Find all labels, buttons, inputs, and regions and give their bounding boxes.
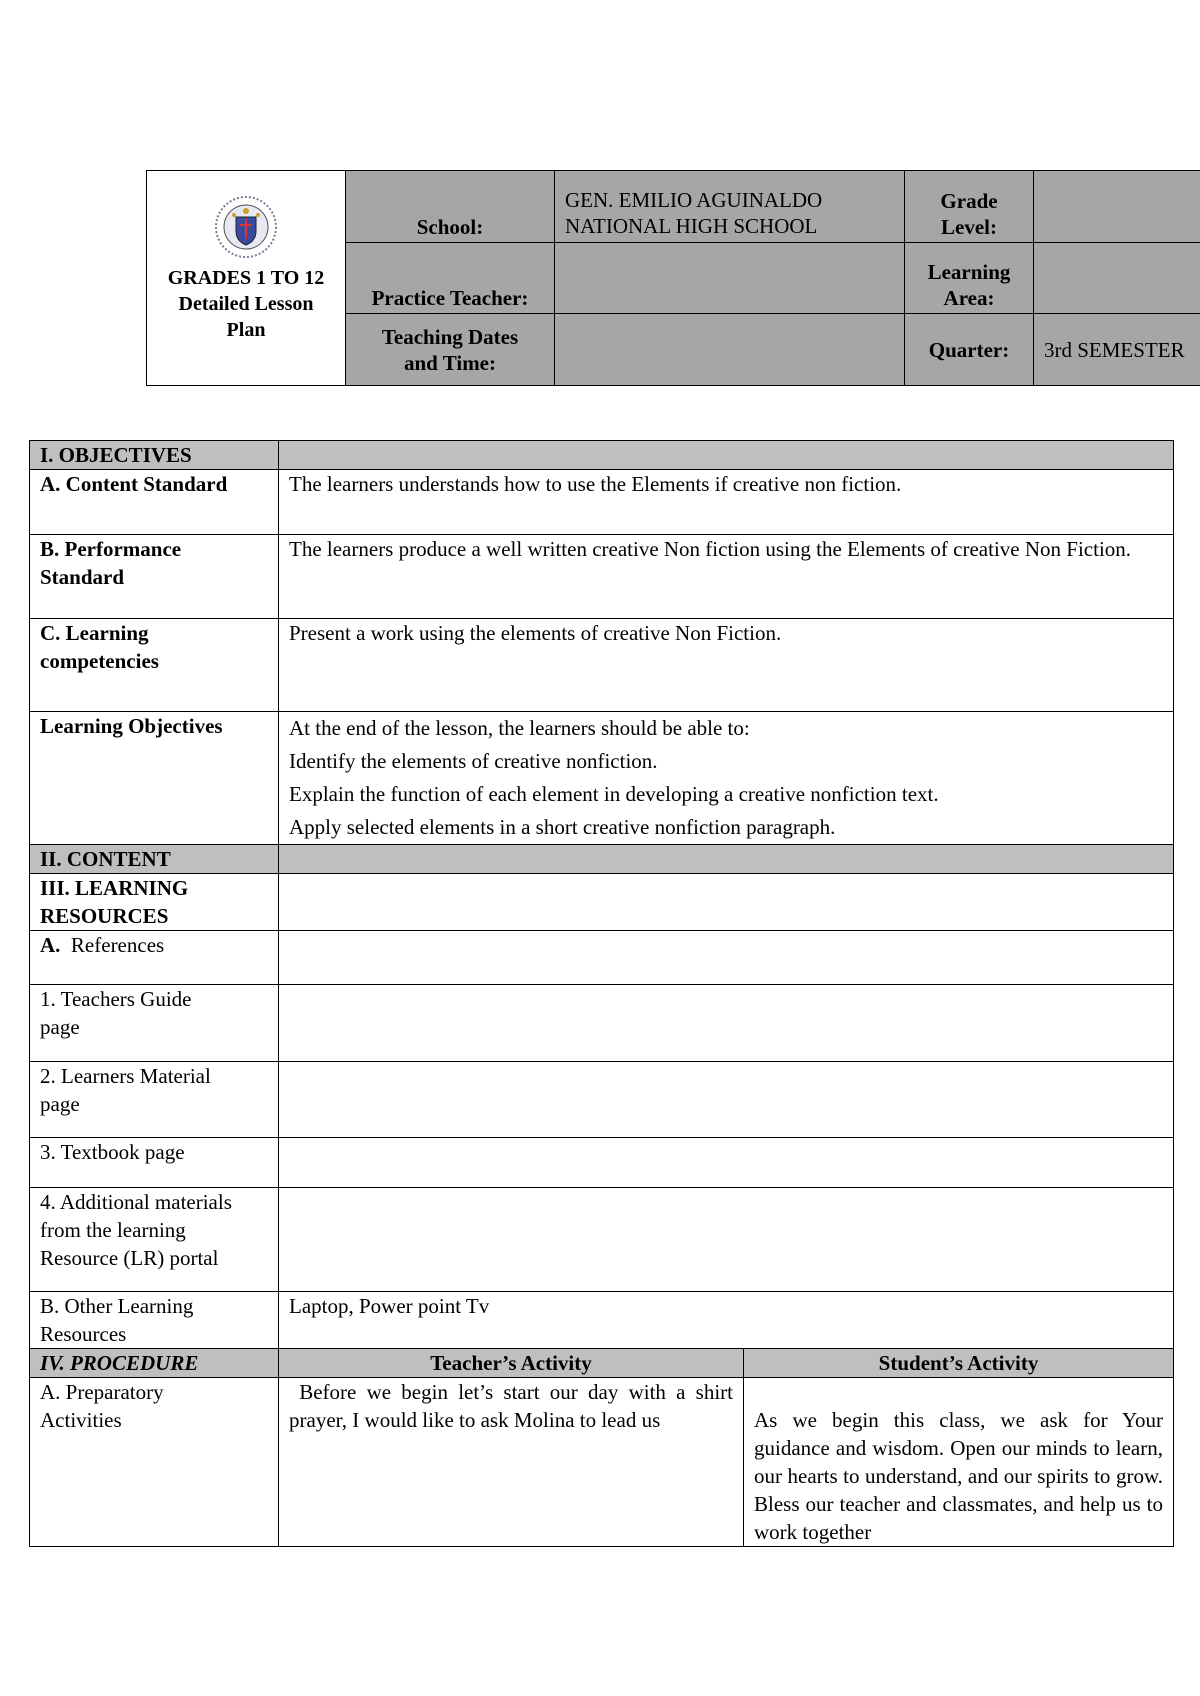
learning-objectives-intro: At the end of the lesson, the learners should be able to:	[289, 716, 750, 740]
textbook-label: 3. Textbook page	[30, 1138, 279, 1188]
learners-material-label-line1: 2. Learners Material	[40, 1064, 211, 1088]
additional-materials-label-line1: 4. Additional materials	[40, 1190, 232, 1214]
quarter-value-text: 3rd SEMESTER	[1044, 337, 1185, 362]
performance-standard-label	[30, 535, 279, 619]
learning-objectives-label: Learning Objectives	[30, 712, 279, 845]
learning-area-label	[905, 243, 1034, 314]
objectives-section-filler	[279, 441, 1174, 470]
practice-teacher-label-text: Practice Teacher:	[371, 286, 529, 310]
other-resources-label-line1: B. Other Learning	[40, 1294, 194, 1318]
learning-objective-item: Apply selected elements in a short creative nonfiction paragraph.	[289, 815, 836, 839]
performance-standard-value: The learners produce a well written creative Non fiction using the Elements of creative Non Fiction.	[279, 535, 1174, 619]
learning-objectives-row	[30, 712, 1174, 845]
teachers-guide-label	[30, 985, 279, 1062]
content-section-title: II. CONTENT	[30, 845, 279, 874]
procedure-section-title: IV. PROCEDURE	[30, 1349, 279, 1378]
procedure-header-row	[30, 1349, 1174, 1378]
learning-objective-item: Identify the elements of creative nonfiction.	[289, 749, 658, 773]
additional-materials-value	[279, 1188, 1174, 1292]
learning-competencies-label-line2: competencies	[40, 649, 159, 673]
school-value-line2: NATIONAL HIGH SCHOOL	[565, 214, 818, 238]
grade-level-value	[1034, 171, 1200, 243]
practice-teacher-value	[555, 243, 905, 314]
logo-subtitle-line1: Detailed Lesson	[178, 293, 314, 315]
content-section-filler	[279, 845, 1174, 874]
other-resources-label-line2: Resources	[40, 1322, 127, 1346]
teaching-dates-value	[555, 314, 905, 386]
learning-resources-title	[30, 874, 279, 931]
additional-materials-label-line3: Resource (LR) portal	[40, 1246, 219, 1270]
school-value-line1: GEN. EMILIO AGUINALDO	[565, 188, 823, 212]
additional-materials-row	[30, 1188, 1174, 1292]
teaching-dates-label	[346, 314, 555, 386]
learning-resources-title-line2: RESOURCES	[40, 904, 169, 928]
grade-level-label	[905, 171, 1034, 243]
school-label	[346, 171, 555, 243]
learning-competencies-label	[30, 619, 279, 712]
learners-material-label	[30, 1062, 279, 1138]
teacher-activity-text: Before we begin let’s start our day with a shirt prayer, I would like to ask Molina to lead us	[279, 1378, 744, 1547]
references-label	[30, 931, 279, 985]
learning-competencies-row	[30, 619, 1174, 712]
other-resources-value: Laptop, Power point Tv	[279, 1292, 1174, 1349]
textbook-value	[279, 1138, 1174, 1188]
school-label-text: School:	[416, 215, 484, 239]
teaching-dates-label-line2: and Time:	[404, 350, 496, 375]
references-row	[30, 931, 1174, 985]
preparatory-activities-label-line2: Activities	[40, 1408, 122, 1432]
preparatory-activities-label-line1: A. Preparatory	[40, 1380, 164, 1404]
lesson-plan-main-table	[29, 440, 1174, 1547]
other-resources-row	[30, 1292, 1174, 1349]
references-prefix: A.	[40, 933, 61, 957]
references-label-text: References	[70, 933, 165, 957]
teachers-guide-label-line1: 1. Teachers Guide	[40, 987, 192, 1011]
content-standard-label: A. Content Standard	[30, 470, 279, 535]
deped-seal-icon	[214, 195, 278, 259]
quarter-value	[1034, 314, 1200, 386]
content-standard-value: The learners understands how to use the Elements if creative non fiction.	[279, 470, 1174, 535]
learners-material-row	[30, 1062, 1174, 1138]
learning-area-label-line1: Learning	[927, 260, 1011, 284]
other-resources-label	[30, 1292, 279, 1349]
performance-standard-label-line2: Standard	[40, 565, 125, 589]
learning-resources-title-line1: III. LEARNING	[40, 876, 189, 900]
preparatory-activities-row	[30, 1378, 1174, 1547]
additional-materials-label-line2: from the learning	[40, 1218, 186, 1242]
references-value	[279, 931, 1174, 985]
preparatory-activities-label	[30, 1378, 279, 1547]
practice-teacher-label	[346, 243, 555, 314]
teacher-activity-header: Teacher’s Activity	[279, 1349, 744, 1378]
lesson-plan-header-table	[146, 170, 1200, 386]
learning-area-label-line2: Area:	[943, 286, 995, 310]
logo-subtitle-line2: Plan	[226, 319, 266, 341]
performance-standard-row	[30, 535, 1174, 619]
logo-cell	[147, 171, 346, 386]
teachers-guide-label-line2: page	[40, 1015, 80, 1039]
learners-material-value	[279, 1062, 1174, 1138]
school-value	[555, 171, 905, 243]
student-activity-text: As we begin this class, we ask for Your guidance and wisdom. Open our minds to learn, our hearts to understand, and our spirits to grow. Bless our teacher and classmates, and help us to work together	[744, 1378, 1174, 1547]
grade-level-label-line2: Level:	[941, 215, 997, 239]
grade-level-label-line1: Grade	[940, 189, 998, 213]
learners-material-label-line2: page	[40, 1092, 80, 1116]
teachers-guide-row	[30, 985, 1174, 1062]
teaching-dates-label-line1: Teaching Dates	[381, 324, 519, 349]
additional-materials-label	[30, 1188, 279, 1292]
objectives-section-title: I. OBJECTIVES	[30, 441, 279, 470]
learning-area-value	[1034, 243, 1200, 314]
learning-resources-value	[279, 874, 1174, 931]
learning-objectives-list	[279, 712, 1174, 845]
objectives-section-row	[30, 441, 1174, 470]
content-standard-row	[30, 470, 1174, 535]
quarter-label	[905, 314, 1034, 386]
content-section-row	[30, 845, 1174, 874]
logo-title: GRADES 1 TO 12	[167, 267, 325, 289]
student-activity-header: Student’s Activity	[744, 1349, 1174, 1378]
learning-resources-row	[30, 874, 1174, 931]
textbook-row	[30, 1138, 1174, 1188]
teachers-guide-value	[279, 985, 1174, 1062]
performance-standard-label-line1: B. Performance	[40, 537, 182, 561]
quarter-label-text: Quarter:	[928, 337, 1010, 362]
learning-competencies-label-line1: C. Learning	[40, 621, 149, 645]
learning-objective-item: Explain the function of each element in developing a creative nonfiction text.	[289, 782, 939, 806]
learning-competencies-value: Present a work using the elements of creative Non Fiction.	[279, 619, 1174, 712]
